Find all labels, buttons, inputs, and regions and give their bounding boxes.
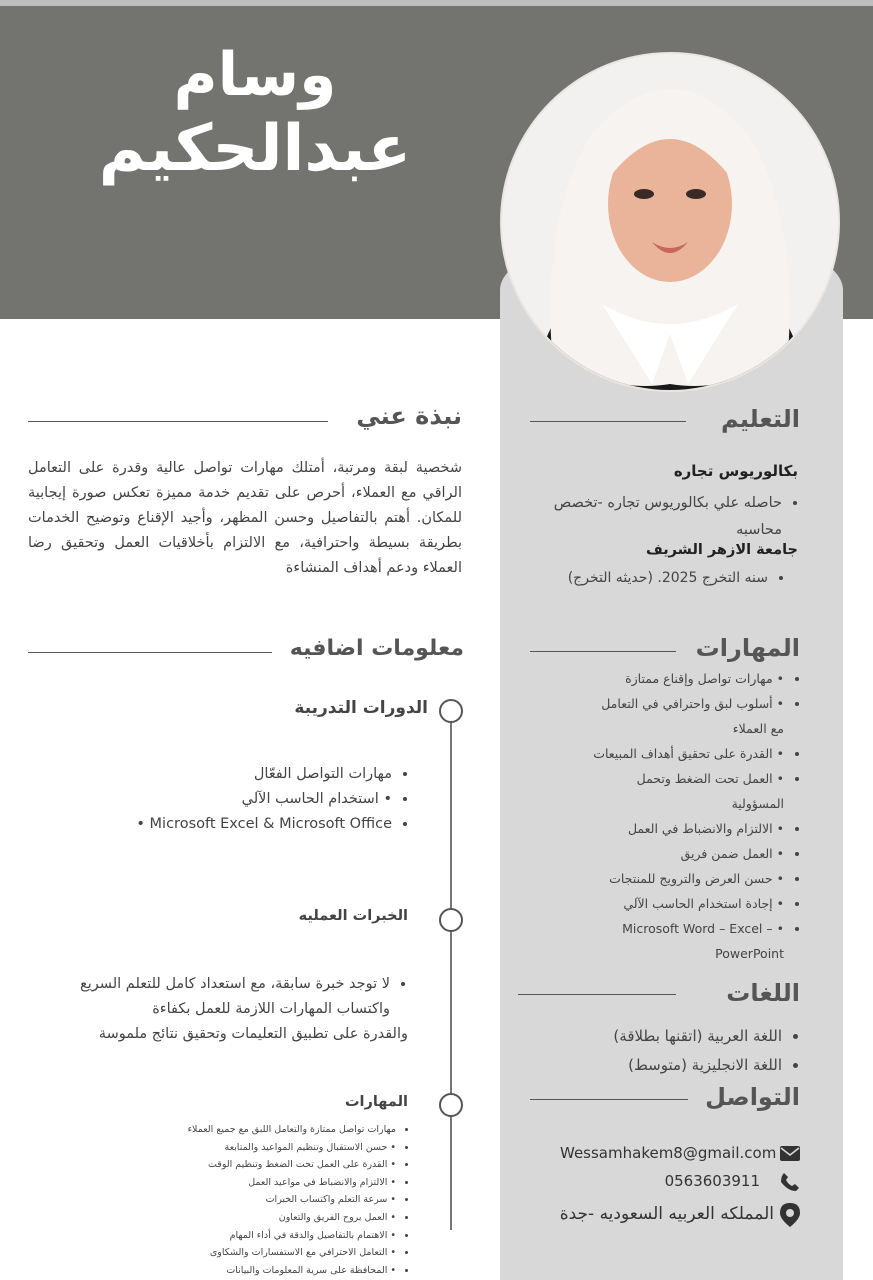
mail-icon [780,1146,800,1161]
extra-skill-item: • • الالتزام والانضباط في مواعيد العمل [140,1174,396,1192]
contact-phone[interactable]: 0563603911 [664,1172,760,1190]
education-item-1: • حاصله علي بكالوريوس تجاره -تخصص محاسبه [528,490,800,544]
skills-list [590,666,802,966]
extra-skill-item: • • التعامل الاحترافي مع الاستفسارات والشكاوى [140,1244,396,1262]
contact-title: التواصل [705,1083,800,1111]
contact-email[interactable]: Wessamhakem8@gmail.com [560,1144,777,1162]
extra-skill-item: • • حسن الاستقبال وتنظيم المواعيد والمتابعة [140,1139,396,1157]
courses-list [120,762,410,837]
timeline-line [450,710,452,1230]
skill-item: • • إجادة استخدام الحاسب الآلي [590,891,784,916]
skill-item: • • أسلوب لبق واحترافي في التعامل مع العملاء [590,691,784,741]
languages-list [560,1022,800,1080]
course-item: • Microsoft Excel & Microsoft Office • [120,812,392,837]
extra-skill-item: • مهارات تواصل ممتازة والتعامل اللبق مع جميع العملاء [140,1121,396,1139]
extra-skill-item: • • القدرة على العمل تحت الضغط وتنظيم الوقت [140,1156,396,1174]
skill-item: • • حسن العرض والترويج للمنتجات [590,866,784,891]
languages-rule [518,994,676,995]
about-title: نبذة عني [356,402,462,430]
experience-title: الخبرات العمليه [298,908,408,924]
education-degree: بكالوريوس تجاره [673,462,798,480]
language-item: • اللغة العربية (اتقنها بطلاقة) [560,1022,782,1051]
timeline-node-experience [439,908,463,932]
about-text: شخصية لبقة ومرتبة، أمتلك مهارات تواصل عالية وقدرة على التعامل الراقي مع العملاء، أحرص على تقديم خدمة مميزة تعكس صورة إيجابية للمكان. أهتم بالتفاصيل وحسن المظهر، وأجيد الإقناع وتوضيح الخدمات بطريقة بسيطة واحترافية، مع الالتزام بأخلاقيات العمل وتحقيق رضا العملاء ودعم أهداف المنشاءة [28,460,462,576]
skill-item: • • الالتزام والانضباط في العمل [590,816,784,841]
extra-rule [28,652,272,653]
education-university: جامعة الازهر الشريف [645,542,798,558]
extra-skill-item: • • العمل بروح الفريق والتعاون [140,1209,396,1227]
extra-skill-item: • • سرعة التعلم واكتساب الخبرات [140,1191,396,1209]
extra-skill-item: • • المحافظة على سرية المعلومات والبيانات [140,1262,396,1280]
last-name: عبدالحكيم [98,112,412,186]
contact-rule [530,1099,688,1100]
skills-title: المهارات [695,634,800,662]
extra-skills-list [140,1121,410,1279]
experience-text: • لا توجد خبرة سابقة، مع استعداد كامل للتعلم السريع واكتساب المهارات اللازمة للعمل بكفاءة والقدرة على تطبيق التعليمات وتحقيق نتائج ملموسة [40,972,408,1047]
profile-photo [500,52,840,392]
course-item: • مهارات التواصل الفعّال [120,762,392,787]
timeline-node-courses [439,699,463,723]
skills-rule [530,651,676,652]
languages-title: اللغات [726,979,800,1007]
extra-skill-item: • • الاهتمام بالتفاصيل والدقة في أداء المهام [140,1227,396,1245]
course-item: • • استخدام الحاسب الآلي [120,787,392,812]
extra-title: معلومات اضافيه [289,636,464,661]
skill-item: • • مهارات تواصل وإقناع ممتازة [590,666,784,691]
extra-skills-title: المهارات [344,1094,408,1110]
language-item: • اللغة الانجليزية (متوسط) [560,1051,782,1080]
skill-item: • • العمل تحت الضغط وتحمل المسؤولية [590,766,784,816]
first-name: وسام [173,40,337,110]
phone-icon [780,1172,800,1192]
person-illustration [502,54,838,390]
education-rule [530,421,686,422]
skill-item: • • العمل ضمن فريق [590,841,784,866]
education-item-2: • سنه التخرج 2025. (حديثه التخرج) [540,570,786,586]
location-pin-icon [780,1203,800,1227]
contact-location: المملكه العربيه السعوديه -جدة [559,1204,774,1224]
skill-item: • • Microsoft Word – Excel – PowerPoint [590,916,784,966]
about-rule [28,421,328,422]
timeline-node-skills [439,1093,463,1117]
courses-title: الدورات التدريبة [294,698,428,718]
education-title: التعليم [721,405,800,433]
skill-item: • • القدرة على تحقيق أهداف المبيعات [590,741,784,766]
